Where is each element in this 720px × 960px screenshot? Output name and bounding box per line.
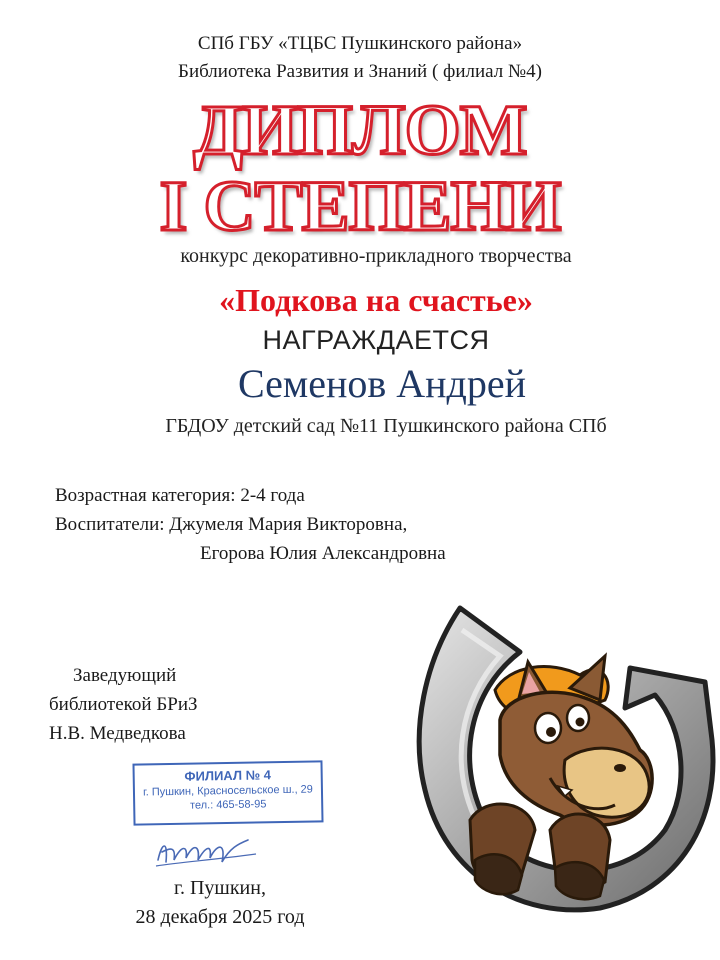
teachers-line-2: Егорова Юлия Александровна <box>200 543 446 564</box>
age-category: Возрастная категория: 2-4 года <box>55 485 305 506</box>
contest-name: «Подкова на счастье» <box>219 282 533 318</box>
stamp-line-2: г. Пушкин, Красносельское ш., 29 <box>142 783 313 799</box>
stamp-line-1: ФИЛИАЛ № 4 <box>184 767 272 784</box>
organization-name: СПб ГБУ «ТЦБС Пушкинского района» <box>197 33 523 54</box>
teachers-line-1: Воспитатели: Джумеля Мария Викторовна, <box>55 514 408 535</box>
stamp-line-3: тел.: 465-58-95 <box>189 798 267 812</box>
signatory-library: библиотекой БРиЗ <box>49 694 198 715</box>
signatory-position: Заведующий <box>73 665 177 686</box>
awarded-label: НАГРАЖДАЕТСЯ <box>262 325 490 355</box>
diploma-degree: I СТЕПЕНИ <box>159 166 561 246</box>
contest-type: конкурс декоративно-прикладного творчества <box>180 245 572 267</box>
signatory-name: Н.В. Медведкова <box>49 723 186 744</box>
library-name: Библиотека Развития и Знаний ( филиал №4) <box>178 61 542 82</box>
footer-city: г. Пушкин, <box>174 877 266 899</box>
horseshoe-horse-illustration <box>400 590 720 920</box>
signature <box>152 832 262 872</box>
library-stamp <box>132 760 323 825</box>
recipient-institution: ГБДОУ детский сад №11 Пушкинского района СПб <box>165 415 607 437</box>
diploma-title: ДИПЛОМ <box>193 90 527 170</box>
footer-date: 28 декабря 2025 год <box>135 906 305 928</box>
recipient-name: Семенов Андрей <box>237 361 527 406</box>
